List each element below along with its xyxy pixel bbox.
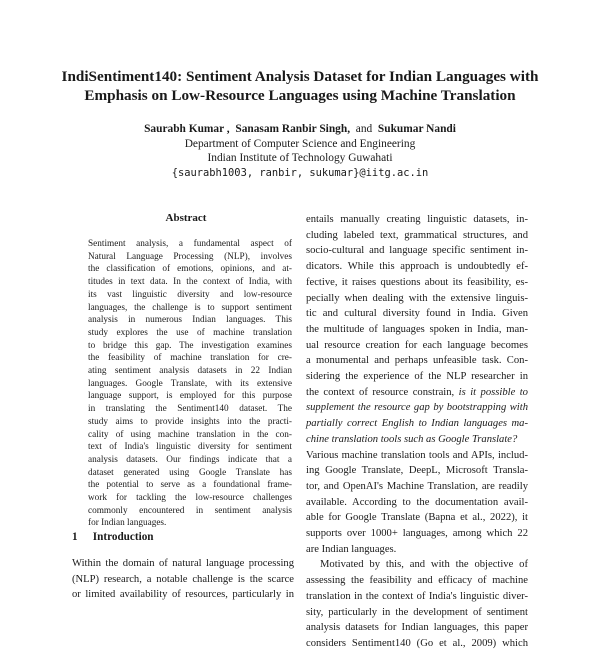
abstract-line: work for tackling the low-resource challenges [88, 493, 292, 504]
abstract-line: text of India's linguistic diversity for sentiment [88, 442, 292, 453]
abstract-line: the feasibility of machine translation for cre- [88, 353, 292, 364]
body-line: translation in the context of India's linguistic diver- [306, 590, 528, 602]
introduction-body [72, 556, 294, 603]
body-line: are Indian languages. [306, 543, 397, 555]
body-line: a monumental and perhaps unfeasible task. Con- [306, 355, 528, 367]
abstract-line: Sentiment analysis, a fundamental aspect of [88, 239, 292, 249]
section-number: 1 [72, 531, 78, 543]
intro-line: Within the domain of natural language processing [72, 558, 294, 569]
author-email: {saurabh1003, ranbir, sukumar}@iitg.ac.in [171, 166, 429, 179]
body-line-italic: chine translation tools such as Google Translate? [306, 433, 518, 445]
abstract-line: for Indian languages. [88, 518, 167, 529]
intro-line: (NLP) research, a notable challenge is the scarce [72, 573, 294, 585]
body-line: Various machine translation tools and APIs, includ- [306, 449, 528, 461]
right-column-body [306, 212, 528, 652]
body-line: pecially when dealing with the extensive linguis- [306, 292, 528, 304]
body-line: dicators. While this approach is undoubtedly ef- [306, 261, 528, 273]
abstract-line: Natural Language Processing (NLP), involves [88, 251, 292, 262]
abstract-line: dataset generated using Google Translate has [88, 467, 292, 478]
abstract-body [88, 238, 292, 530]
body-line: fective, it raises questions about its feasibility, es- [306, 276, 528, 288]
title-line: IndiSentiment140: Sentiment Analysis Dataset for Indian Languages with [61, 68, 539, 85]
body-line: assessing the feasibility and efficacy of machine [306, 575, 528, 587]
author-name: Sukumar Nandi [377, 123, 456, 135]
author-names [40, 122, 560, 137]
body-line: sidering the experience of the NLP researcher in [306, 371, 528, 383]
body-line: tor, and OpenAI's Machine Translation, are readily [306, 480, 528, 492]
abstract-line: languages, the challenge is to support sentiment [88, 302, 292, 313]
section-title: Introduction [92, 531, 154, 543]
body-line: ual resource creation for each language becomes [306, 339, 528, 351]
abstract-line: to bridge this gap. The investigation examines [88, 340, 292, 351]
abstract-line: the potential to serve as a foundational frame- [88, 480, 292, 491]
abstract-line: study explores the use of machine translation [88, 327, 292, 338]
abstract-line: commonly encountered in sentiment analysis [88, 505, 292, 516]
body-line: Motivated by this, and with the objective of [320, 559, 528, 571]
author-name: Saurabh Kumar , [144, 123, 230, 135]
section-heading-introduction [72, 531, 154, 543]
abstract-line: titudes in text data. In the context of India, with [88, 277, 292, 288]
body-line-mixed [306, 385, 528, 401]
author-name: Sanasam Ranbir Singh, [235, 123, 351, 135]
body-fragment-italic: is it possible to [458, 386, 528, 398]
body-line: supports over 1000+ languages, among which 22 [306, 528, 528, 540]
abstract-line: languages. Google Translate, with its extensive [88, 378, 292, 389]
body-line: ing Google Translate, DeepL, Microsoft Transla- [306, 465, 528, 477]
intro-line: or limited availability of resources, particularly in [72, 589, 294, 601]
body-line: the multitude of languages spoken in India, man- [306, 323, 528, 335]
title-line: Emphasis on Low-Resource Languages using Machine Translation [84, 87, 516, 104]
abstract-line: language support, is employed for this purpose [88, 391, 292, 402]
body-line: sity, particularly in the development of sentiment [306, 606, 528, 618]
paper-title [40, 67, 560, 105]
author-conjunction: and [355, 123, 373, 135]
body-line-italic: partially correct English to Indian languages ma- [306, 418, 528, 430]
body-line: cluding labeled text, grammatical structures, and [306, 229, 528, 241]
body-line-italic: supplement the resource gap by bootstrapping with [306, 402, 528, 414]
body-line: available. According to the documentation avail- [306, 496, 528, 508]
abstract-line: ating sentiment analysis datasets in 22 Indian [88, 366, 292, 377]
abstract-line: cality of using machine translation in the con- [88, 429, 292, 440]
body-line: tic and cultural diversity found in India. Given [306, 308, 528, 320]
author-department: Department of Computer Science and Engineering [184, 137, 416, 150]
body-line: considers Sentiment140 (Go et al., 2009) which [306, 637, 528, 649]
body-line: socio-cultural and language specific sentiment in- [306, 245, 528, 257]
author-institute: Indian Institute of Technology Guwahati [207, 152, 393, 164]
body-line: able for Google Translate (Bapna et al., 2022), it [306, 512, 528, 524]
abstract-line: study aims to provide insights into the practi- [88, 416, 292, 427]
body-line: analysis datasets for Indian languages, this paper [306, 622, 528, 634]
abstract-line: analysis datasets. Our findings indicate that a [88, 454, 292, 465]
body-fragment: the context of resource constrain, [306, 386, 455, 398]
abstract-line: its vast linguistic diversity and low-resource [88, 289, 292, 300]
abstract-line: in translating the Sentiment140 dataset. The [88, 404, 292, 415]
body-line: entails manually creating linguistic datasets, in- [306, 214, 528, 225]
abstract-line: analysis in numerous Indian languages. This [88, 315, 292, 326]
abstract-line: the classification of emotions, opinions, and at- [88, 264, 292, 275]
author-block [40, 122, 560, 180]
abstract-heading: Abstract [165, 212, 207, 224]
